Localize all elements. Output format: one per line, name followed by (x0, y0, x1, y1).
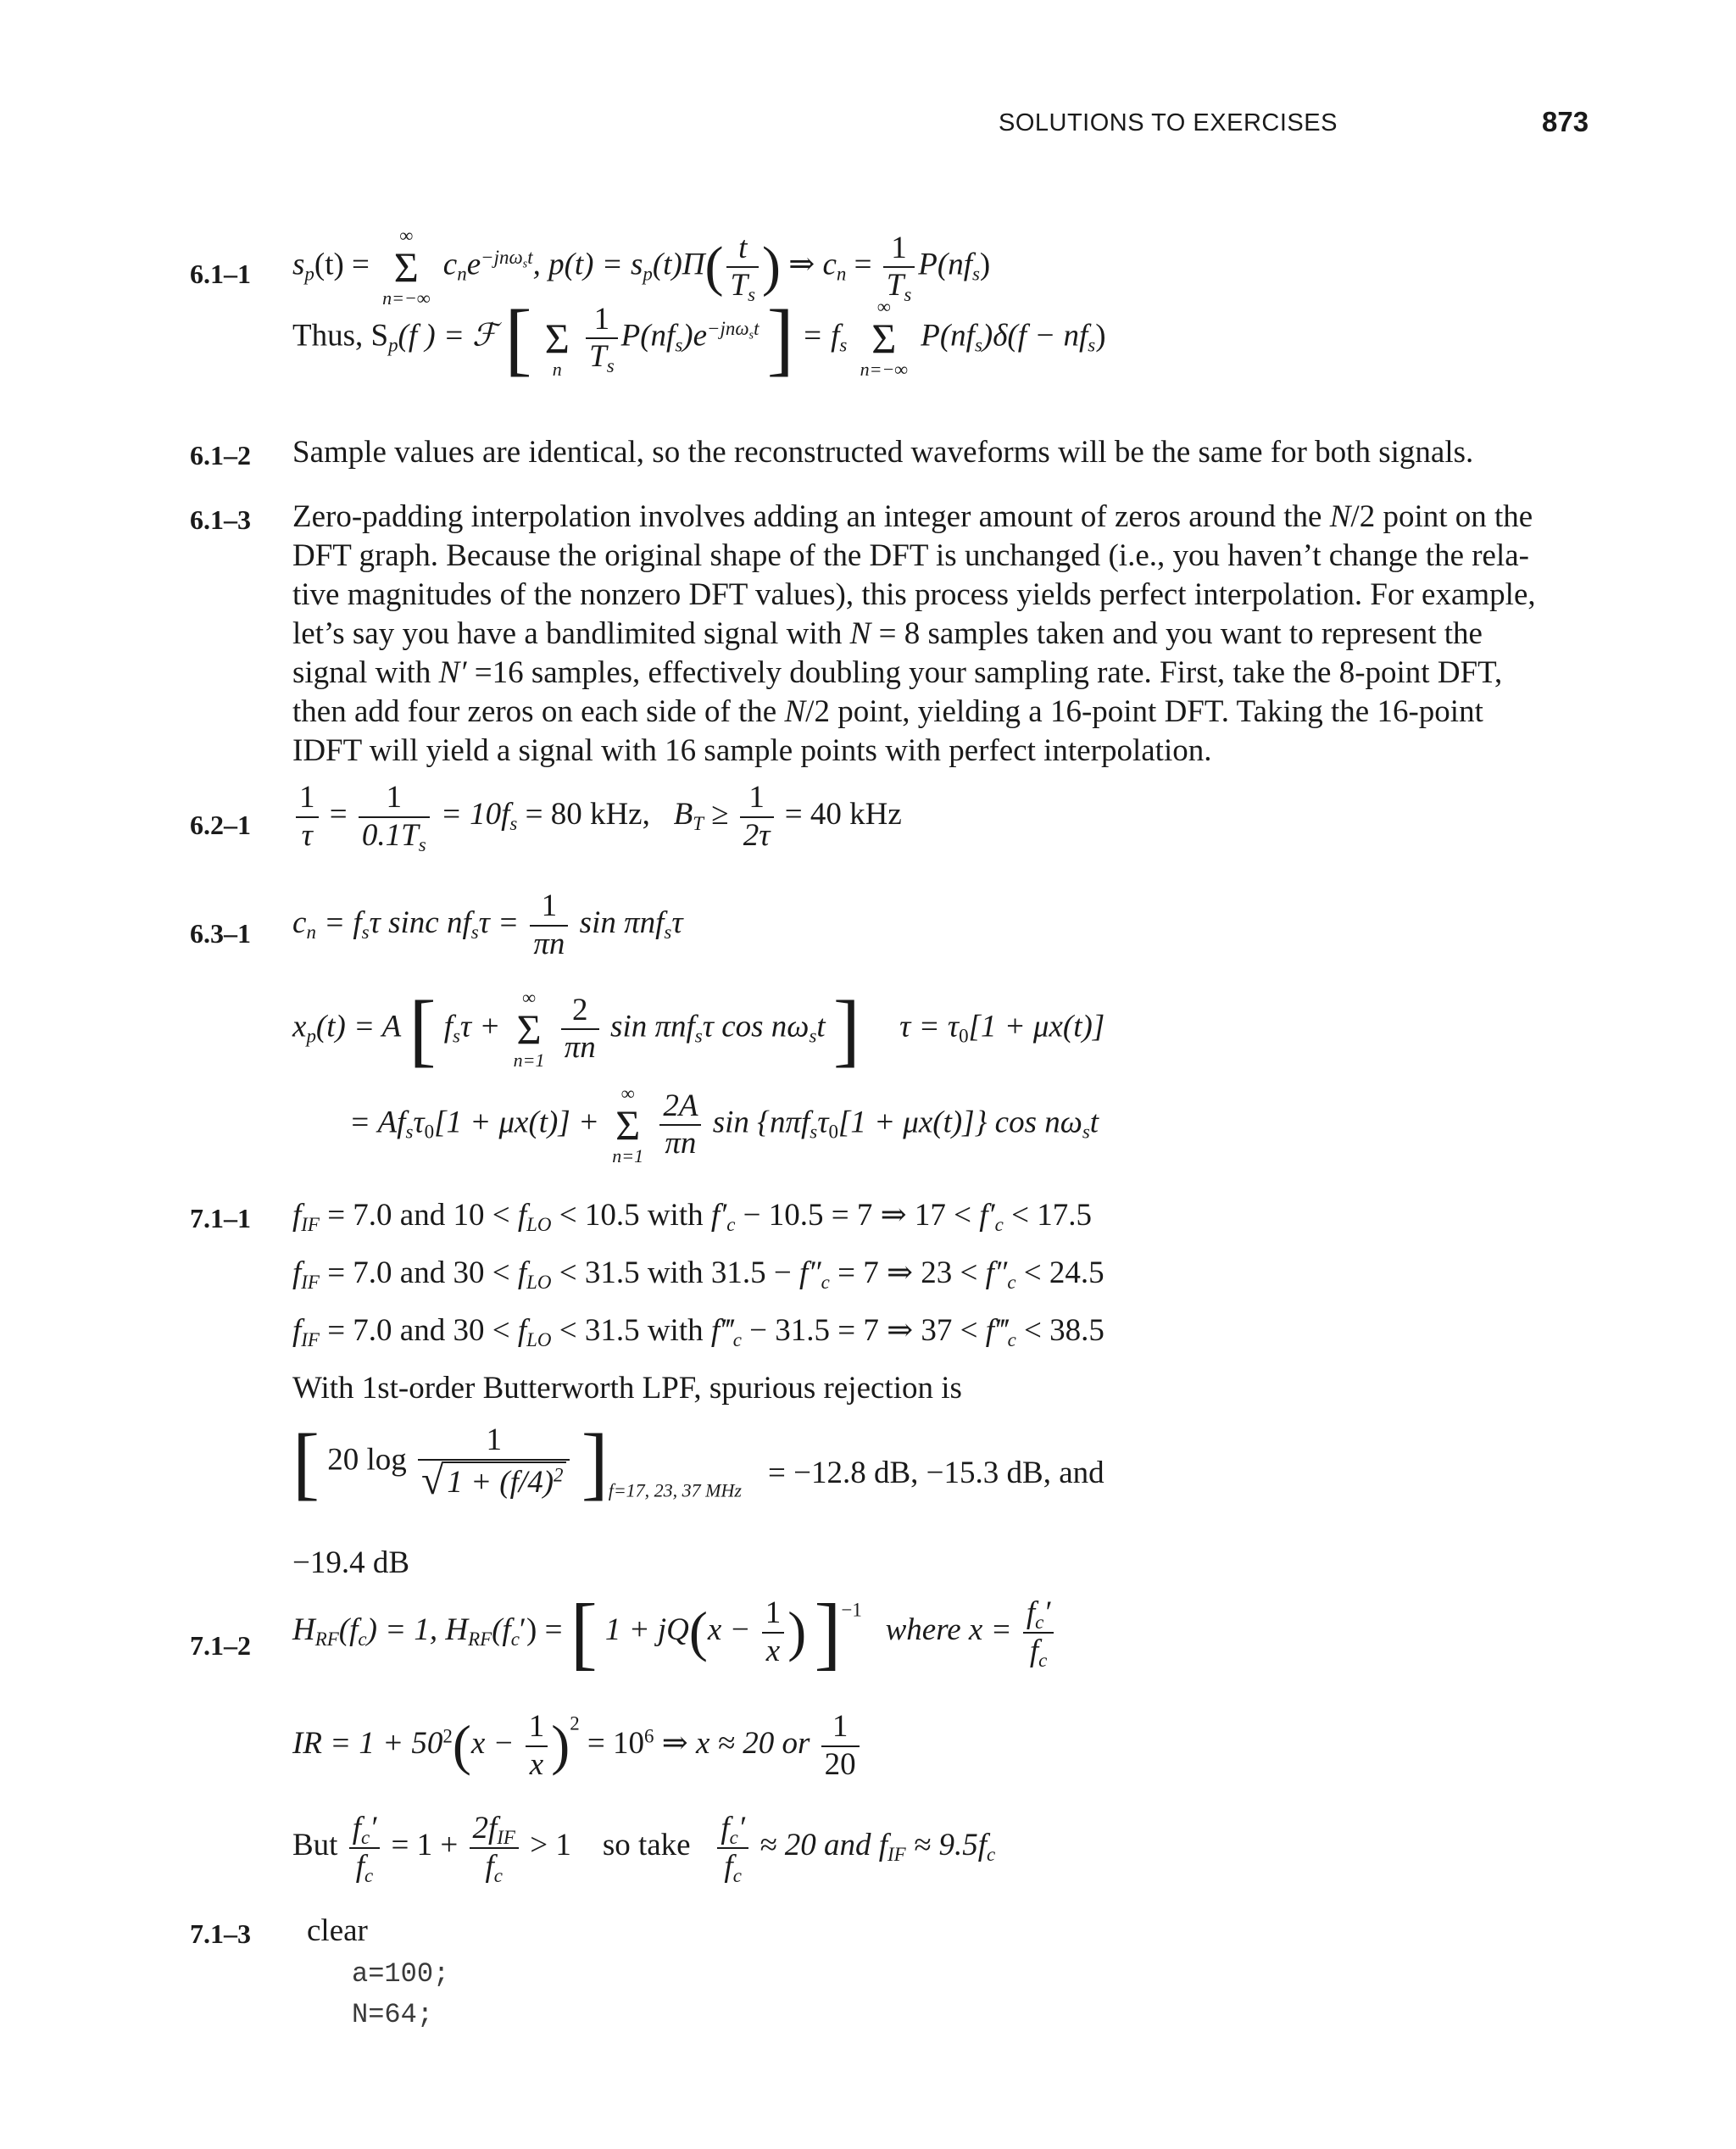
fraction: $\frac{1}{x}$ (762, 1595, 785, 1669)
fraction: $\frac{1}{20}$ (821, 1709, 860, 1783)
solution-text: tive magnitudes of the nonzero DFT values), this process yields perfect interpolation. For example, (292, 577, 1536, 612)
equation-result: = −12.8 dB, −15.3 dB, and (768, 1456, 1104, 1490)
fraction: $\frac{1}{x}$ (526, 1709, 548, 1783)
fraction: $\frac{1}{\pi n}$ (530, 888, 568, 962)
equation-line: $\frac{1}{\tau}$ = $\frac{1}{0.1T_s}$ = $10f_s = 80$ kHz, $B_T$ ≥ $\frac{1}{2\tau}$ = 40 kHz (292, 780, 902, 854)
fraction: $\frac{1}{T_s}$ (586, 302, 618, 376)
solution-text: let’s say you have a bandlimited signal with N = 8 samples taken and you want to represent the (292, 616, 1483, 651)
equation-line: $s_p(t)$ = ∞ Σ n=−∞ $c_ne^{-jn\omega_st}$, $p(t) = s_p(t)\Pi$( $\frac{t}{T_s}$ ) ⇒ $c_n$ = $\frac{1}{T_s}$ $P(nf_s)$ (292, 225, 991, 309)
fraction: $\frac{1}{T_s}$ (883, 231, 915, 304)
code-line: a=100; (352, 1958, 450, 1990)
solution-text: With 1st-order Butterworth LPF, spurious rejection is (292, 1371, 962, 1406)
solution-text: Zero-padding interpolation involves adding an integer amount of zeros around the N/2 point on the (292, 499, 1533, 534)
solution-text: then add four zeros on each side of the N/2 point, yielding a 16-point DFT. Taking the 16-point (292, 694, 1483, 729)
equation-line: = $Af_s\tau_0[1 + \mu x(t)]$ + ∞ Σ n=1 $\frac{2A}{\pi n}$ $\sin \{n\pi f_s\tau_0[1 + \mu x(t)]\}$ $\cos n\omega_st$ (349, 1083, 1099, 1167)
running-head: SOLUTIONS TO EXERCISES (999, 109, 1338, 136)
fraction: $\frac{2A}{\pi n}$ (659, 1088, 701, 1162)
fraction: $\frac{2f_{IF}}{f_c}$ (470, 1811, 519, 1885)
equation-line: −19.4 dB (292, 1545, 410, 1580)
fraction: $\frac{1}{\tau}$ (296, 780, 319, 854)
exercise-number: 6.1–1 (190, 259, 251, 289)
equation-line: $H_{RF}(f_c) = 1$, $H_{RF}(f_c')$ = [ 1 + jQ(x − $\frac{1}{x}$ ) ]$^{-1}$ where x = $\frac{f_c'}{f_c}$ (292, 1595, 1057, 1669)
equation-line: [ 20 log 1 √ $1 + (f/4)^2$ ]$_{f=17, 23, 37 MHz}$ (292, 1417, 742, 1508)
fraction: 1 √ $1 + (f/4)^2$ (418, 1422, 570, 1502)
fraction: $\frac{f_c'}{f_c}$ (349, 1811, 381, 1885)
solution-text: Sample values are identical, so the reconstructed waveforms will be the same for both signals. (292, 435, 1474, 470)
summation-symbol: ∞ Σ n=−∞ (860, 296, 908, 381)
equation-line: $f_{IF} = 7.0$ and $30 < f_{LO} < 31.5$ with $31.5 - f''_c = 7$ ⇒ $23 < f''_c < 24.5$ (292, 1255, 1104, 1293)
exercise-number: 6.1–3 (190, 504, 251, 535)
solution-text: DFT graph. Because the original shape of the DFT is unchanged (i.e., you haven’t change the rela- (292, 538, 1530, 573)
fraction: $\frac{t}{T_s}$ (726, 231, 759, 304)
solution-text: signal with N′ =16 samples, effectively doubling your sampling rate. First, take the 8-point DFT, (292, 655, 1503, 690)
page-number: 873 (1542, 106, 1589, 137)
exercise-number: 7.1–2 (190, 1630, 251, 1661)
exercise-number: 6.1–2 (190, 440, 251, 470)
equation-line: $x_p(t) = A$ [ $f_s\tau$ + ∞ Σ n=1 $\frac{2}{\pi n}$ sin πnf$_s$τ $\cos n\omega_st$ ] $\tau = \tau_0[1 + \mu x(t)]$ (292, 983, 1105, 1075)
equation-line: $c_n = f_s\tau$ sinc $nf_s\tau$ = $\frac{1}{\pi n}$ sin πnf$_s$τ (292, 888, 683, 961)
summation-symbol: Σ n (544, 315, 570, 381)
exercise-number: 6.3–1 (190, 918, 251, 949)
fraction: $\frac{1}{0.1T_s}$ (359, 780, 430, 854)
solution-text: IDFT will yield a signal with 16 sample points with perfect interpolation. (292, 733, 1212, 768)
summation-symbol: ∞ Σ n=−∞ (382, 225, 431, 309)
fraction: $\frac{1}{2\tau}$ (740, 780, 774, 854)
code-line: N=64; (352, 1999, 434, 2030)
equation-line: But $\frac{f_c'}{f_c}$ = 1 + $\frac{2f_{IF}}{f_c}$ > 1 so take $\frac{f_c'}{f_c}$ ≈ 20 and $f_{IF} \approx 9.5f_c$ (292, 1811, 996, 1886)
summation-symbol: ∞ Σ n=1 (513, 987, 545, 1072)
square-root: √ $1 + (f/4)^2$ (421, 1461, 566, 1501)
exercise-number: 6.2–1 (190, 810, 251, 840)
fraction: $\frac{f_c'}{f_c}$ (717, 1811, 748, 1885)
equation-line: $f_{IF} = 7.0$ and $30 < f_{LO} < 31.5$ with $f‴_c - 31.5 = 7$ ⇒ $37 < f‴_c < 38.5$ (292, 1313, 1104, 1350)
equation-line: IR = $1 + 50^2(x$ − $\frac{1}{x}$ )$^2 = 10^6$ ⇒ x ≈ 20 or $\frac{1}{20}$ (292, 1709, 863, 1783)
fraction: $\frac{2}{\pi n}$ (561, 993, 599, 1066)
exercise-number: 7.1–1 (190, 1203, 251, 1233)
solution-text: clear (307, 1913, 368, 1948)
equation-line: $f_{IF} = 7.0$ and $10 < f_{LO} < 10.5$ with $f'_c - 10.5 = 7$ ⇒ $17 < f'_c < 17.5$ (292, 1198, 1092, 1235)
equation-line: Thus, $S_p(f$ ) = ℱ [ Σ n $\frac{1}{T_s}$ $P(nf_s)e^{-jn\omega_st}$ ] = $f_s$ ∞ Σ n=−∞ $P(nf_s)\delta(f - nf_s)$ (292, 292, 1106, 384)
summation-symbol: ∞ Σ n=1 (612, 1083, 644, 1167)
fraction: $\frac{f_c'}{f_c}$ (1023, 1595, 1054, 1669)
exercise-number: 7.1–3 (190, 1918, 251, 1949)
